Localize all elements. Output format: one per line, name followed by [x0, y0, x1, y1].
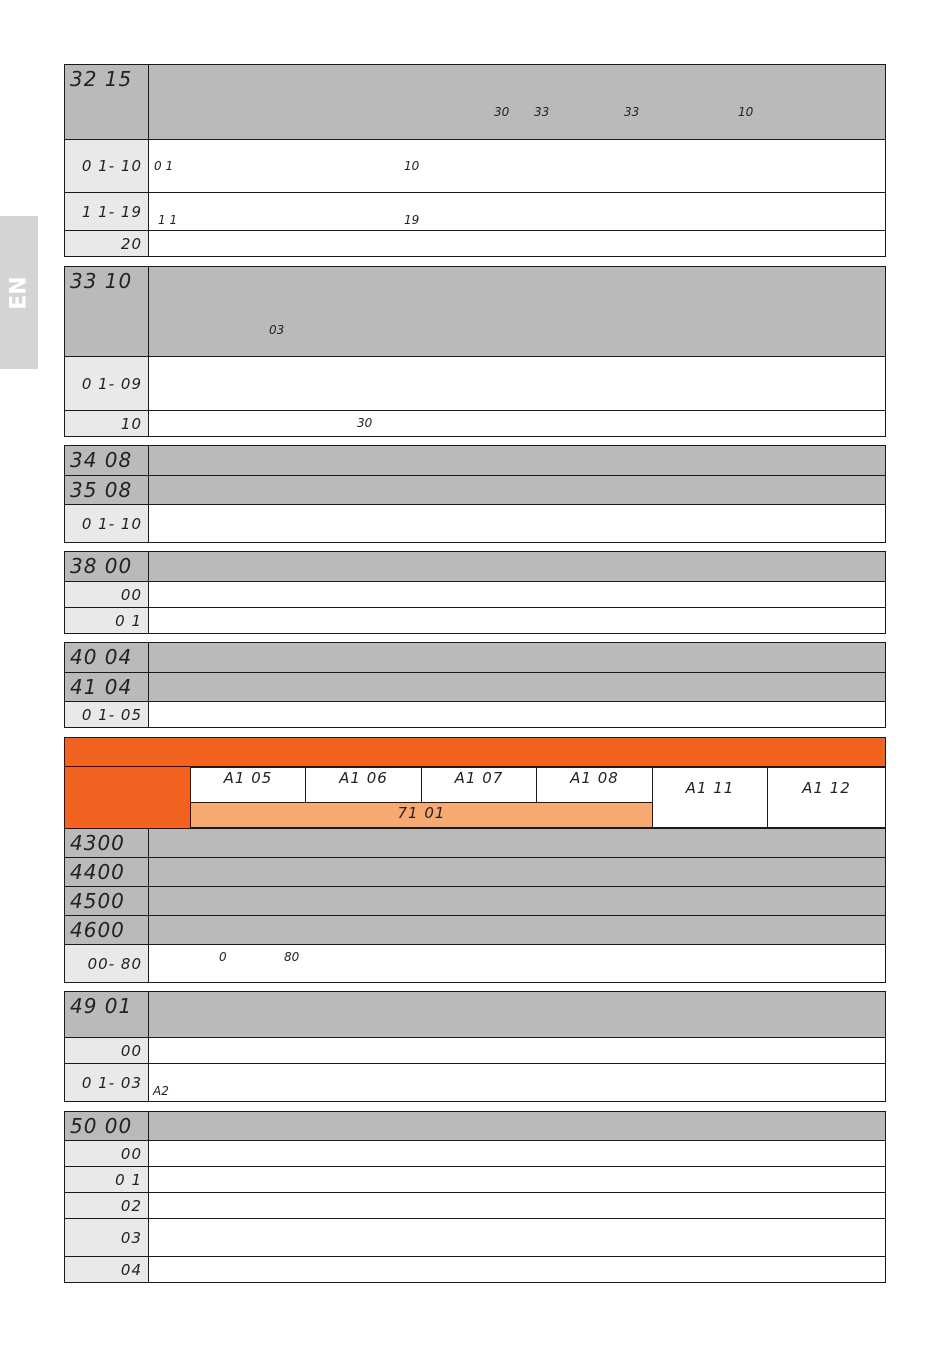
parameter-code-cell: [65, 916, 149, 945]
option-code-cell: [65, 193, 149, 231]
parameter-description: [149, 552, 886, 582]
option-label: A1 06: [339, 769, 388, 787]
parameter-table-32: [64, 64, 886, 257]
option-code-cell: [65, 1219, 149, 1257]
inline-value: 10: [404, 159, 420, 173]
parameter-table-50: [64, 1111, 886, 1283]
parameter-description: [149, 1112, 886, 1141]
parameter-table-40-41: [64, 642, 886, 728]
option-description: [149, 411, 886, 437]
parameter-table-34-35: [64, 445, 886, 543]
sub-option-label: 71 01: [397, 804, 446, 822]
option-cell: [305, 767, 422, 803]
inline-value: A2: [153, 1084, 169, 1098]
parameter-code: 32 15: [70, 67, 133, 91]
language-tab: [0, 216, 38, 369]
inline-value: 0 1: [154, 159, 174, 173]
inline-value: 03: [269, 323, 285, 337]
option-description: [149, 231, 886, 257]
parameter-description: [149, 643, 886, 673]
option-code: 0 1- 03: [81, 1073, 142, 1092]
option-description: [149, 357, 886, 411]
language-label: EN: [6, 275, 32, 310]
inline-value: 10: [738, 105, 754, 119]
option-code: 04: [120, 1260, 142, 1279]
parameter-code-cell: [65, 887, 149, 916]
inline-value: 1 1: [158, 213, 178, 227]
option-description: [149, 193, 886, 231]
parameter-code: 40 04: [70, 645, 133, 669]
inline-value: 30: [357, 416, 373, 430]
parameter-description: [149, 992, 886, 1038]
option-code-cell: [65, 1257, 149, 1283]
option-code-cell: [65, 1038, 149, 1064]
parameter-code-cell: [65, 829, 149, 858]
parameter-code-cell: [65, 992, 149, 1038]
option-code: 02: [120, 1196, 142, 1215]
option-code-cell: [65, 231, 149, 257]
option-code-cell: [65, 608, 149, 634]
parameter-code: 4300: [70, 831, 125, 855]
parameter-code: 35 08: [70, 478, 133, 502]
inline-value: 33: [534, 105, 550, 119]
parameter-code: 4600: [70, 918, 125, 942]
option-label: A1 12: [802, 779, 851, 797]
option-code: 0 1- 09: [81, 374, 142, 393]
option-code-cell: [65, 945, 149, 983]
parameter-description: [149, 476, 886, 505]
option-code-cell: [65, 357, 149, 411]
option-code: 00: [120, 1144, 142, 1163]
option-description: [149, 1257, 886, 1283]
option-description: [149, 1064, 886, 1102]
parameter-table-49: [64, 991, 886, 1102]
inline-value: 19: [404, 213, 420, 227]
option-header-left: [64, 767, 190, 828]
option-description: [149, 1167, 886, 1193]
option-code: 20: [120, 234, 142, 253]
option-code-cell: [65, 140, 149, 193]
parameter-description: [149, 673, 886, 702]
inline-value: 0: [219, 950, 227, 964]
parameter-code: 34 08: [70, 448, 133, 472]
option-code-cell: [65, 505, 149, 543]
option-code: 0 1- 05: [81, 705, 142, 724]
sub-option-bar: [190, 802, 653, 828]
parameter-description: [149, 267, 886, 357]
parameter-code-cell: [65, 643, 149, 673]
parameter-code: 33 10: [70, 269, 133, 293]
parameter-description: [149, 446, 886, 476]
parameter-code: 49 01: [70, 994, 133, 1018]
option-code-cell: [65, 702, 149, 728]
option-cell: [421, 767, 537, 803]
parameter-description: [149, 858, 886, 887]
option-code: 00: [120, 1041, 142, 1060]
parameter-code-cell: [65, 552, 149, 582]
inline-value: 30: [494, 105, 510, 119]
option-code-cell: [65, 1141, 149, 1167]
section-header-bar: [64, 737, 886, 767]
parameter-code-cell: [65, 65, 149, 140]
option-description: [149, 1038, 886, 1064]
option-code: 00: [120, 585, 142, 604]
option-cell: [536, 767, 653, 803]
parameter-code-cell: [65, 673, 149, 702]
option-cell: [767, 767, 886, 828]
option-label: A1 11: [685, 779, 735, 797]
parameter-code-cell: [65, 1112, 149, 1141]
parameter-table-33: [64, 266, 886, 437]
option-code-cell: [65, 1167, 149, 1193]
option-description: [149, 505, 886, 543]
parameter-code-cell: [65, 476, 149, 505]
parameter-code-cell: [65, 858, 149, 887]
option-code: 0 1: [115, 611, 142, 630]
option-description: [149, 702, 886, 728]
option-code: 1 1- 19: [81, 202, 142, 221]
parameter-description: [149, 829, 886, 858]
option-code: 10: [120, 414, 142, 433]
option-code-cell: [65, 1064, 149, 1102]
parameter-table-43-46: [64, 828, 886, 983]
inline-value: 80: [284, 950, 300, 964]
parameter-code: 50 00: [70, 1114, 133, 1138]
option-description: [149, 608, 886, 634]
parameter-code: 4400: [70, 860, 125, 884]
parameter-description: [149, 65, 886, 140]
parameter-description: [149, 916, 886, 945]
option-code: 0 1- 10: [81, 157, 142, 175]
parameter-code: 41 04: [70, 675, 133, 699]
option-code: 03: [120, 1228, 142, 1247]
option-description: [149, 582, 886, 608]
option-label: A1 07: [454, 769, 504, 787]
parameter-description: [149, 887, 886, 916]
option-cell: [652, 767, 768, 828]
option-description: [149, 140, 886, 193]
option-description: [149, 945, 886, 983]
option-cell: [190, 767, 306, 803]
option-code-cell: [65, 411, 149, 437]
parameter-code: 38 00: [70, 554, 133, 578]
parameter-table-38: [64, 551, 886, 634]
option-description: [149, 1193, 886, 1219]
option-label: A1 08: [570, 769, 619, 787]
parameter-code: 4500: [70, 889, 125, 913]
option-code-cell: [65, 582, 149, 608]
option-code-cell: [65, 1193, 149, 1219]
option-description: [149, 1219, 886, 1257]
parameter-code-cell: [65, 446, 149, 476]
option-code: 00- 80: [87, 954, 142, 973]
inline-value: 33: [624, 105, 640, 119]
parameter-code-cell: [65, 267, 149, 357]
option-code: 0 1: [115, 1170, 142, 1189]
option-code: 0 1- 10: [81, 514, 142, 533]
option-description: [149, 1141, 886, 1167]
option-header-row: [64, 767, 886, 828]
option-label: A1 05: [223, 769, 273, 787]
